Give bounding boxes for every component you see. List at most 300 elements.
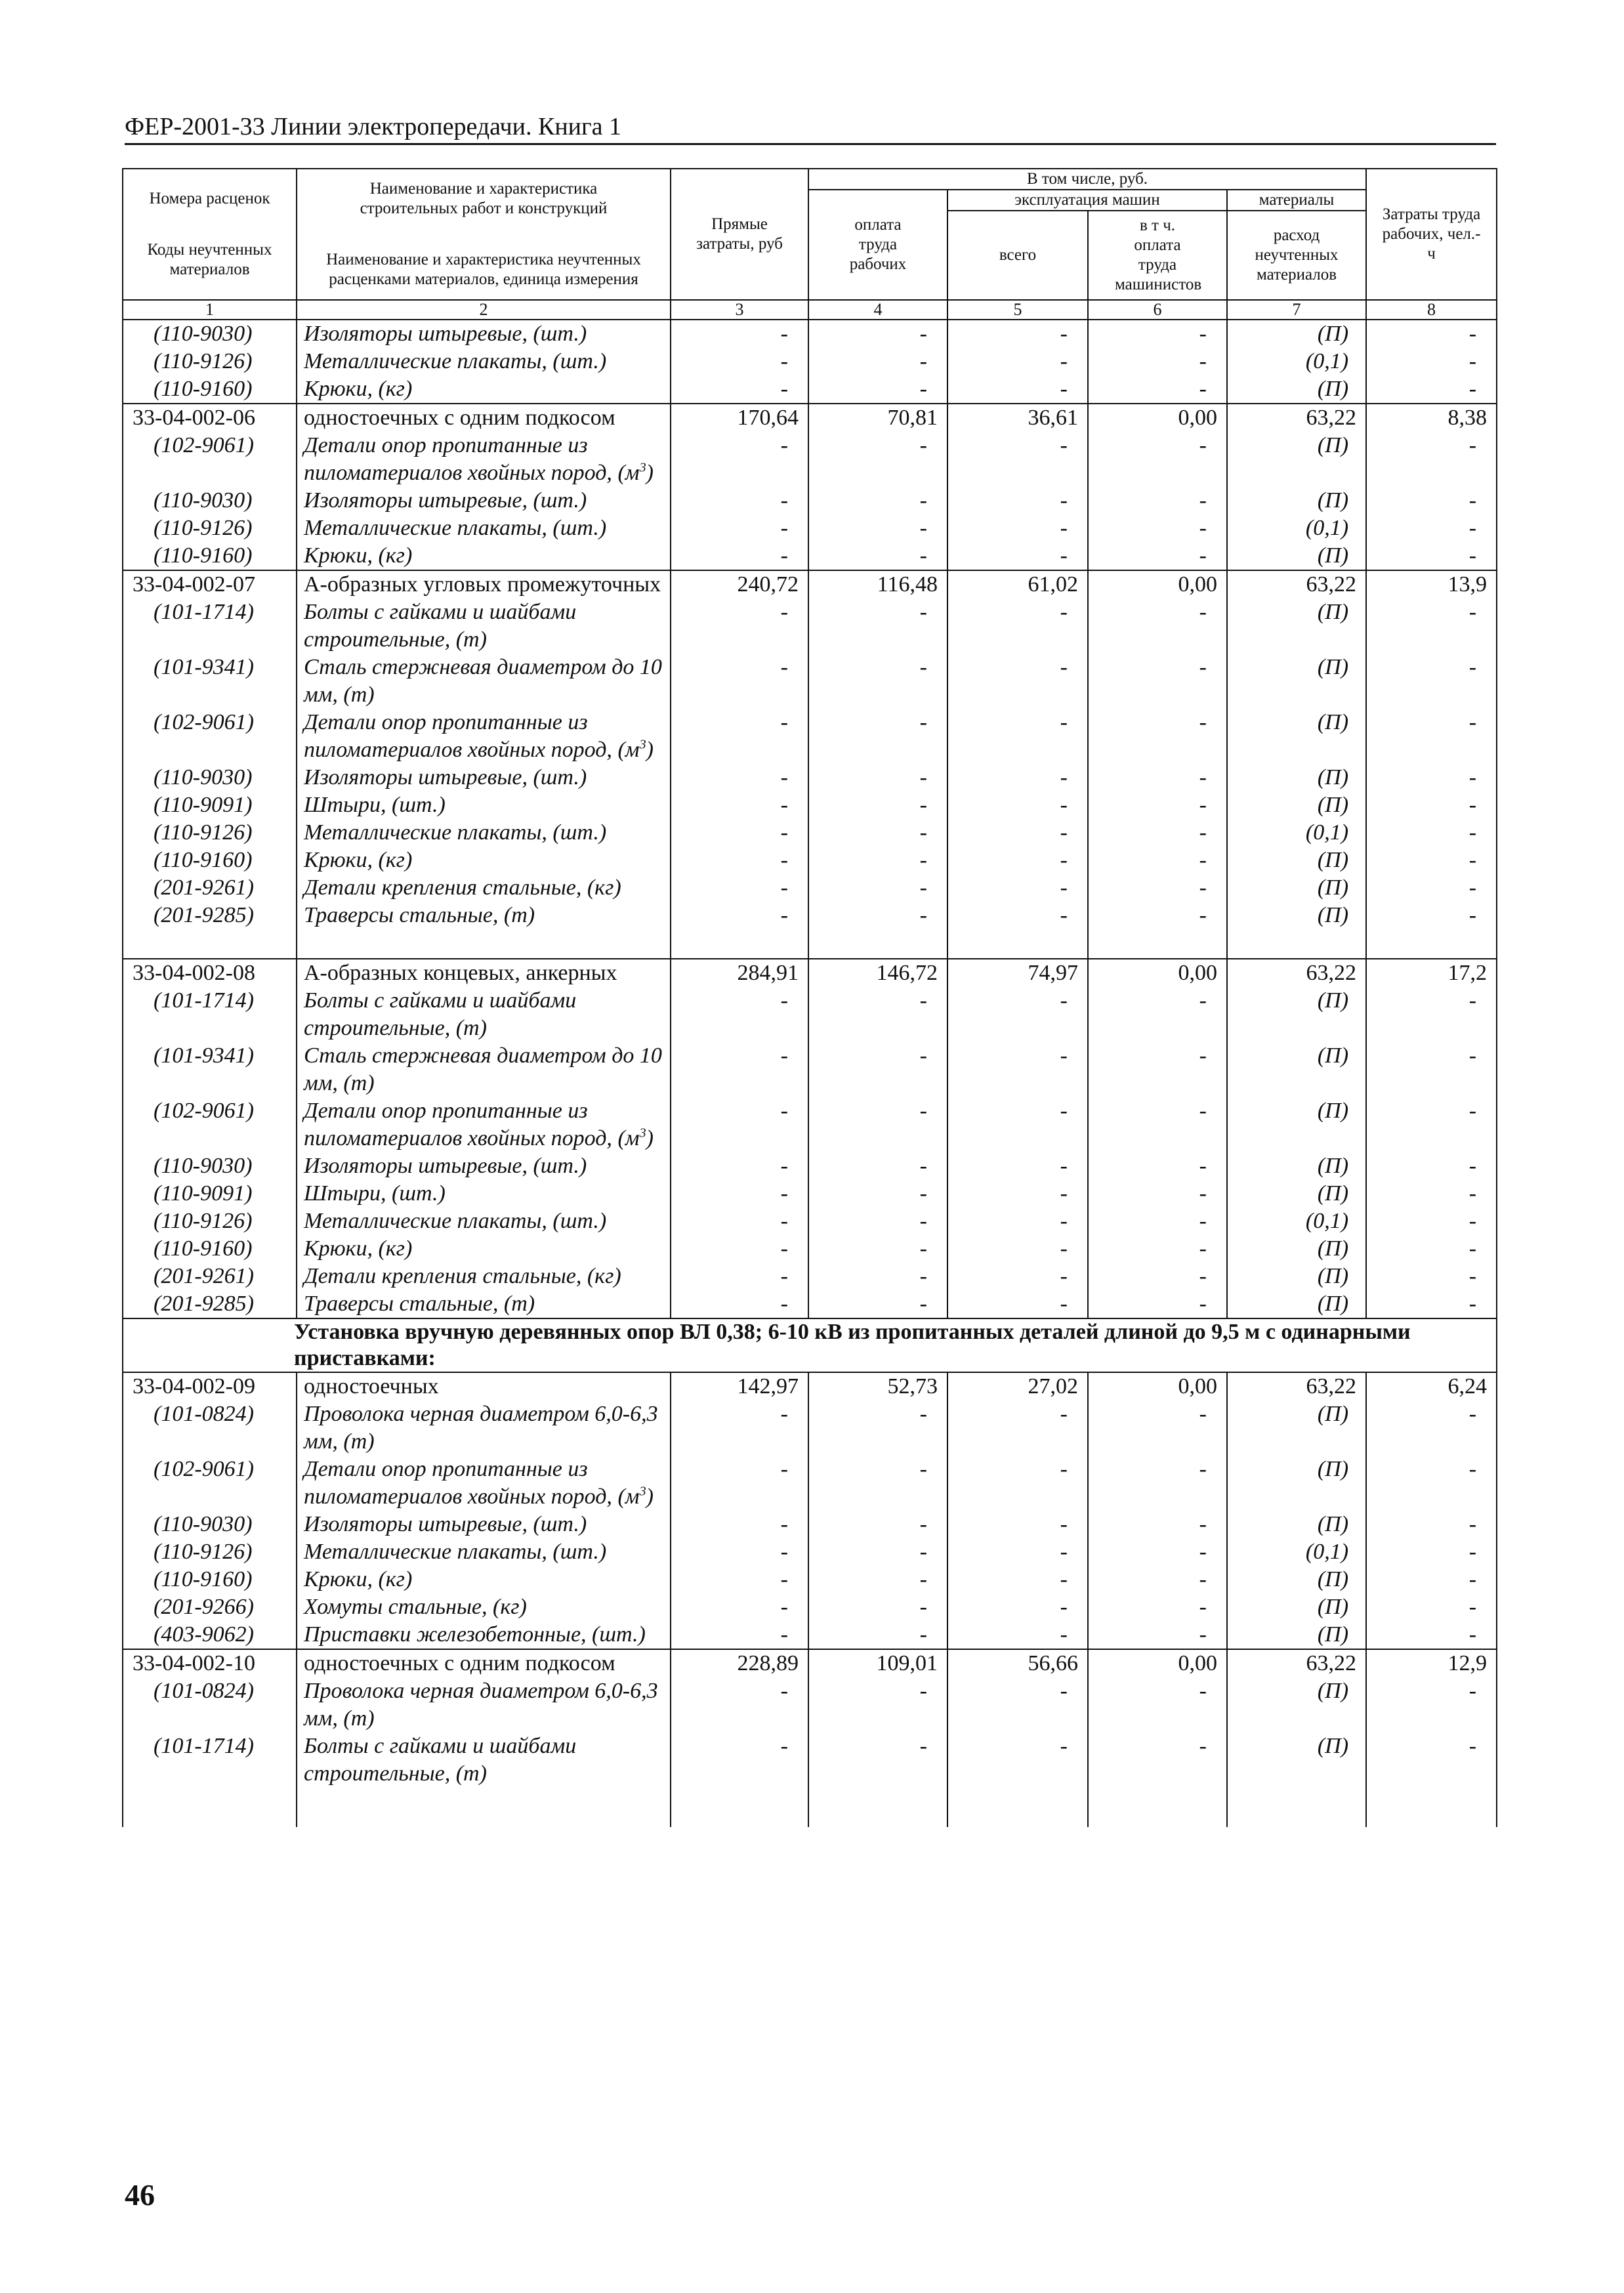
dash-cell: - xyxy=(947,1511,1088,1538)
dash-cell: - xyxy=(1366,902,1497,929)
material-code: (110-9160) xyxy=(123,847,297,874)
dash-cell: - xyxy=(1088,348,1227,375)
dash-cell: - xyxy=(1366,432,1497,487)
dash-cell: - xyxy=(1088,764,1227,791)
dash-cell: - xyxy=(1366,709,1497,764)
dash-cell: - xyxy=(808,874,947,902)
dash-cell: - xyxy=(808,819,947,847)
dash-cell: - xyxy=(1088,1152,1227,1180)
material-consumption: (0,1) xyxy=(1227,1208,1366,1235)
direct-costs: 142,97 xyxy=(671,1372,808,1400)
dash-cell: - xyxy=(947,599,1088,654)
material-name: Болты с гайками и шайбами строительные, (т) xyxy=(297,1733,671,1788)
empty-cell xyxy=(1366,929,1497,959)
dash-cell: - xyxy=(671,1152,808,1180)
material-consumption: (П) xyxy=(1227,320,1366,348)
dash-cell: - xyxy=(1366,987,1497,1042)
dash-cell: - xyxy=(1366,764,1497,791)
material-name-text: Детали опор пропитанные из пиломатериалов хвойных пород, xyxy=(304,1099,618,1150)
material-name: Крюки, (кг) xyxy=(297,375,671,404)
materials-cost: 63,22 xyxy=(1227,1372,1366,1400)
dash-cell: - xyxy=(808,1621,947,1649)
material-row xyxy=(123,375,1497,404)
dash-cell: - xyxy=(1366,1733,1497,1788)
dash-cell: - xyxy=(671,1042,808,1097)
dash-cell: - xyxy=(808,542,947,570)
dash-cell: - xyxy=(1366,320,1497,348)
material-name: Приставки железобетонные, (шт.) xyxy=(297,1621,671,1649)
col1-top-label: Номера расценок xyxy=(149,190,270,207)
direct-costs: 170,64 xyxy=(671,404,808,432)
material-code: (110-9160) xyxy=(123,542,297,570)
colnum-5: 5 xyxy=(947,300,1088,320)
dash-cell: - xyxy=(1366,1042,1497,1097)
material-code: (201-9285) xyxy=(123,1290,297,1318)
material-row xyxy=(123,1621,1497,1649)
dash-cell: - xyxy=(808,1235,947,1263)
dash-cell: - xyxy=(671,432,808,487)
material-consumption: (П) xyxy=(1227,791,1366,819)
work-name: одностоечных с одним подкосом xyxy=(297,1649,671,1677)
col6-header: в т ч. оплата труда машинистов xyxy=(1088,211,1227,300)
col7-header: расход неучтенных материалов xyxy=(1227,211,1366,300)
dash-cell: - xyxy=(1366,1290,1497,1318)
material-name: Проволока черная диаметром 6,0-6,3 мм, (т) xyxy=(297,1677,671,1733)
empty-cell xyxy=(297,1788,671,1827)
dash-cell: - xyxy=(947,1566,1088,1593)
rate-row xyxy=(123,1372,1497,1400)
material-name: Хомуты стальные, (кг) xyxy=(297,1593,671,1621)
material-row xyxy=(123,1208,1497,1235)
dash-cell: - xyxy=(671,1235,808,1263)
work-name: одностоечных с одним подкосом xyxy=(297,404,671,432)
dash-cell: - xyxy=(671,874,808,902)
machines-total: 27,02 xyxy=(947,1372,1088,1400)
dash-cell: - xyxy=(808,1511,947,1538)
dash-cell: - xyxy=(947,1180,1088,1208)
dash-cell: - xyxy=(671,1566,808,1593)
material-consumption: (П) xyxy=(1227,987,1366,1042)
material-name xyxy=(297,432,671,487)
dash-cell: - xyxy=(947,348,1088,375)
dash-cell: - xyxy=(808,847,947,874)
empty-cell xyxy=(297,929,671,959)
dash-cell: - xyxy=(1088,1097,1227,1152)
empty-cell xyxy=(671,1788,808,1827)
material-consumption: (П) xyxy=(1227,1400,1366,1456)
material-name: Металлические плакаты, (шт.) xyxy=(297,1538,671,1566)
material-name: Металлические плакаты, (шт.) xyxy=(297,348,671,375)
dash-cell: - xyxy=(1088,791,1227,819)
dash-cell: - xyxy=(947,874,1088,902)
material-code: (102-9061) xyxy=(123,1097,297,1152)
material-row xyxy=(123,791,1497,819)
dash-cell: - xyxy=(1088,1290,1227,1318)
material-name-text: Детали опор пропитанные из пиломатериалов хвойных пород, xyxy=(304,710,618,762)
materials-cost: 63,22 xyxy=(1227,404,1366,432)
rate-row xyxy=(123,959,1497,987)
dash-cell: - xyxy=(1088,1400,1227,1456)
dash-cell: - xyxy=(1088,1677,1227,1733)
colnum-3: 3 xyxy=(671,300,808,320)
dash-cell: - xyxy=(1088,874,1227,902)
material-consumption: (П) xyxy=(1227,847,1366,874)
dash-cell: - xyxy=(671,1456,808,1511)
empty-cell xyxy=(1366,1788,1497,1827)
material-name: Детали крепления стальные, (кг) xyxy=(297,1263,671,1290)
material-code: (101-1714) xyxy=(123,987,297,1042)
rate-code: 33-04-002-06 xyxy=(123,404,297,432)
labor-wages: 116,48 xyxy=(808,570,947,599)
material-consumption: (П) xyxy=(1227,1290,1366,1318)
colnum-2: 2 xyxy=(297,300,671,320)
material-code: (110-9030) xyxy=(123,1511,297,1538)
machinists-wages: 0,00 xyxy=(1088,1372,1227,1400)
dash-cell: - xyxy=(1088,487,1227,515)
dash-cell: - xyxy=(947,1290,1088,1318)
dash-cell: - xyxy=(1366,487,1497,515)
material-name: Изоляторы штыревые, (шт.) xyxy=(297,1511,671,1538)
dash-cell: - xyxy=(947,1400,1088,1456)
material-consumption: (0,1) xyxy=(1227,348,1366,375)
material-code: (110-9160) xyxy=(123,375,297,404)
material-consumption: (П) xyxy=(1227,1152,1366,1180)
column-numbers-row xyxy=(123,300,1497,320)
material-consumption: (П) xyxy=(1227,375,1366,404)
dash-cell: - xyxy=(671,320,808,348)
dash-cell: - xyxy=(1088,1593,1227,1621)
material-row xyxy=(123,542,1497,570)
dash-cell: - xyxy=(1088,375,1227,404)
col2-top-label: Наименование и характеристика строительных работ и конструкций xyxy=(360,180,608,217)
material-name: Изоляторы штыревые, (шт.) xyxy=(297,1152,671,1180)
dash-cell: - xyxy=(671,487,808,515)
unit-cubic-meter: $(м^3)$ xyxy=(617,1484,654,1509)
machinists-wages: 0,00 xyxy=(1088,1649,1227,1677)
dash-cell: - xyxy=(1088,1042,1227,1097)
labor-wages: 109,01 xyxy=(808,1649,947,1677)
dash-cell: - xyxy=(808,487,947,515)
material-code: (110-9030) xyxy=(123,1152,297,1180)
dash-cell: - xyxy=(1088,1538,1227,1566)
dash-cell: - xyxy=(1366,1235,1497,1263)
rates-table xyxy=(122,168,1497,1827)
material-code: (101-1714) xyxy=(123,599,297,654)
labor-wages: 146,72 xyxy=(808,959,947,987)
dash-cell: - xyxy=(671,1733,808,1788)
material-name: Болты с гайками и шайбами строительные, (т) xyxy=(297,599,671,654)
material-consumption: (0,1) xyxy=(1227,515,1366,542)
dash-cell: - xyxy=(947,1677,1088,1733)
unit-cubic-meter: $(м^3)$ xyxy=(617,1125,654,1150)
material-consumption: (П) xyxy=(1227,1456,1366,1511)
material-consumption: (П) xyxy=(1227,599,1366,654)
material-name: Болты с гайками и шайбами строительные, (т) xyxy=(297,987,671,1042)
dash-cell: - xyxy=(1366,847,1497,874)
dash-cell: - xyxy=(1366,1593,1497,1621)
material-consumption: (П) xyxy=(1227,1263,1366,1290)
dash-cell: - xyxy=(808,1677,947,1733)
dash-cell: - xyxy=(1366,1456,1497,1511)
col4-header: оплата труда рабочих xyxy=(808,190,947,300)
material-row xyxy=(123,1400,1497,1456)
dash-cell: - xyxy=(671,654,808,709)
dash-cell: - xyxy=(1088,599,1227,654)
rate-code: 33-04-002-10 xyxy=(123,1649,297,1677)
dash-cell: - xyxy=(808,1456,947,1511)
dash-cell: - xyxy=(808,709,947,764)
col3-header: Прямые затраты, руб xyxy=(671,169,808,300)
material-row xyxy=(123,1566,1497,1593)
material-name: Сталь стержневая диаметром до 10 мм, (т) xyxy=(297,1042,671,1097)
material-row xyxy=(123,819,1497,847)
colnum-8: 8 xyxy=(1366,300,1497,320)
unit-cubic-meter: $(м^3)$ xyxy=(617,737,654,762)
material-name: Детали крепления стальные, (кг) xyxy=(297,874,671,902)
material-code: (110-9126) xyxy=(123,1538,297,1566)
dash-cell: - xyxy=(947,515,1088,542)
rate-code: 33-04-002-08 xyxy=(123,959,297,987)
dash-cell: - xyxy=(808,791,947,819)
dash-cell: - xyxy=(1088,320,1227,348)
labor-hours: 17,2 xyxy=(1366,959,1497,987)
dash-cell: - xyxy=(671,819,808,847)
dash-cell: - xyxy=(947,542,1088,570)
material-consumption: (П) xyxy=(1227,1566,1366,1593)
material-row xyxy=(123,432,1497,487)
labor-hours: 13,9 xyxy=(1366,570,1497,599)
col2-header xyxy=(297,169,671,300)
material-name: Крюки, (кг) xyxy=(297,1235,671,1263)
material-row xyxy=(123,1152,1497,1180)
dash-cell: - xyxy=(947,1263,1088,1290)
dash-cell: - xyxy=(1088,987,1227,1042)
colnum-6: 6 xyxy=(1088,300,1227,320)
dash-cell: - xyxy=(1088,1208,1227,1235)
dash-cell: - xyxy=(808,764,947,791)
material-name: Металлические плакаты, (шт.) xyxy=(297,1208,671,1235)
direct-costs: 284,91 xyxy=(671,959,808,987)
material-name-text: Детали опор пропитанные из пиломатериалов хвойных пород, xyxy=(304,1457,618,1509)
dash-cell: - xyxy=(1088,542,1227,570)
material-name: Крюки, (кг) xyxy=(297,542,671,570)
material-row xyxy=(123,1180,1497,1208)
material-consumption: (0,1) xyxy=(1227,1538,1366,1566)
machinists-wages: 0,00 xyxy=(1088,404,1227,432)
dash-cell: - xyxy=(947,1593,1088,1621)
material-code: (101-0824) xyxy=(123,1400,297,1456)
material-code: (201-9266) xyxy=(123,1593,297,1621)
material-code: (110-9126) xyxy=(123,819,297,847)
dash-cell: - xyxy=(808,515,947,542)
dash-cell: - xyxy=(808,1733,947,1788)
dash-cell: - xyxy=(947,1538,1088,1566)
material-row xyxy=(123,1263,1497,1290)
empty-cell xyxy=(1088,1788,1227,1827)
material-consumption: (П) xyxy=(1227,432,1366,487)
machinists-wages: 0,00 xyxy=(1088,959,1227,987)
material-code: (101-1714) xyxy=(123,1733,297,1788)
material-row xyxy=(123,348,1497,375)
dash-cell: - xyxy=(808,987,947,1042)
dash-cell: - xyxy=(1088,902,1227,929)
dash-cell: - xyxy=(671,1621,808,1649)
empty-cell xyxy=(123,1788,297,1827)
machines-total: 61,02 xyxy=(947,570,1088,599)
dash-cell: - xyxy=(671,348,808,375)
material-code: (110-9030) xyxy=(123,764,297,791)
material-consumption: (П) xyxy=(1227,764,1366,791)
dash-cell: - xyxy=(1366,1538,1497,1566)
dash-cell: - xyxy=(671,1097,808,1152)
machines-total: 36,61 xyxy=(947,404,1088,432)
material-consumption: (0,1) xyxy=(1227,819,1366,847)
dash-cell: - xyxy=(808,320,947,348)
empty-cell xyxy=(808,929,947,959)
material-consumption: (П) xyxy=(1227,1097,1366,1152)
material-row xyxy=(123,654,1497,709)
material-row xyxy=(123,1511,1497,1538)
rate-row xyxy=(123,570,1497,599)
material-consumption: (П) xyxy=(1227,1621,1366,1649)
dash-cell: - xyxy=(1366,1677,1497,1733)
dash-cell: - xyxy=(671,1400,808,1456)
dash-cell: - xyxy=(808,599,947,654)
materials-cost: 63,22 xyxy=(1227,959,1366,987)
material-row xyxy=(123,487,1497,515)
dash-cell: - xyxy=(808,375,947,404)
material-consumption: (П) xyxy=(1227,1677,1366,1733)
material-code: (110-9030) xyxy=(123,487,297,515)
material-row xyxy=(123,515,1497,542)
labor-hours: 8,38 xyxy=(1366,404,1497,432)
labor-hours: 12,9 xyxy=(1366,1649,1497,1677)
materials-header: материалы xyxy=(1227,190,1366,211)
spacer-row xyxy=(123,1788,1497,1827)
rate-row xyxy=(123,1649,1497,1677)
colnum-1: 1 xyxy=(123,300,297,320)
table-body xyxy=(123,320,1497,1827)
material-name: Штыри, (шт.) xyxy=(297,1180,671,1208)
material-row xyxy=(123,1677,1497,1733)
dash-cell: - xyxy=(947,1733,1088,1788)
dash-cell: - xyxy=(808,902,947,929)
material-row xyxy=(123,1290,1497,1318)
dash-cell: - xyxy=(808,1097,947,1152)
material-row xyxy=(123,1235,1497,1263)
dash-cell: - xyxy=(1366,1097,1497,1152)
materials-cost: 63,22 xyxy=(1227,1649,1366,1677)
dash-cell: - xyxy=(1088,1235,1227,1263)
material-consumption: (П) xyxy=(1227,1733,1366,1788)
material-code: (110-9126) xyxy=(123,1208,297,1235)
materials-cost: 63,22 xyxy=(1227,570,1366,599)
dash-cell: - xyxy=(671,987,808,1042)
material-row xyxy=(123,709,1497,764)
material-code: (201-9261) xyxy=(123,1263,297,1290)
material-consumption: (П) xyxy=(1227,542,1366,570)
dash-cell: - xyxy=(1366,599,1497,654)
material-name: Крюки, (кг) xyxy=(297,1566,671,1593)
material-name: Крюки, (кг) xyxy=(297,847,671,874)
dash-cell: - xyxy=(947,432,1088,487)
dash-cell: - xyxy=(808,1042,947,1097)
material-code: (101-9341) xyxy=(123,1042,297,1097)
dash-cell: - xyxy=(1366,375,1497,404)
dash-cell: - xyxy=(1366,874,1497,902)
material-consumption: (П) xyxy=(1227,654,1366,709)
colnum-4: 4 xyxy=(808,300,947,320)
section-heading: Установка вручную деревянных опор ВЛ 0,38; 6-10 кВ из пропитанных деталей длиной до 9,5 м с одинарными приставками: xyxy=(123,1318,1497,1372)
dash-cell: - xyxy=(947,1152,1088,1180)
material-name: Изоляторы штыревые, (шт.) xyxy=(297,320,671,348)
rates-table-wrap xyxy=(122,168,1496,1827)
empty-cell xyxy=(808,1788,947,1827)
dash-cell: - xyxy=(671,1180,808,1208)
material-code: (110-9091) xyxy=(123,1180,297,1208)
dash-cell: - xyxy=(947,1456,1088,1511)
dash-cell: - xyxy=(808,1593,947,1621)
dash-cell: - xyxy=(1366,1511,1497,1538)
material-name xyxy=(297,1456,671,1511)
col2-bottom-label: Наименование и характеристика неучтенных расценками материалов, единица измерения xyxy=(326,251,641,288)
work-name: одностоечных xyxy=(297,1372,671,1400)
dash-cell: - xyxy=(671,1511,808,1538)
col1-header xyxy=(123,169,297,300)
dash-cell: - xyxy=(671,1677,808,1733)
unit-cubic-meter: $(м^3)$ xyxy=(617,460,654,485)
material-consumption: (П) xyxy=(1227,1235,1366,1263)
dash-cell: - xyxy=(947,1042,1088,1097)
dash-cell: - xyxy=(1088,1511,1227,1538)
rate-code: 33-04-002-07 xyxy=(123,570,297,599)
dash-cell: - xyxy=(1366,1400,1497,1456)
material-code: (201-9261) xyxy=(123,874,297,902)
spacer-row xyxy=(123,929,1497,959)
dash-cell: - xyxy=(808,1566,947,1593)
material-code: (403-9062) xyxy=(123,1621,297,1649)
dash-cell: - xyxy=(671,1290,808,1318)
material-code: (110-9091) xyxy=(123,791,297,819)
empty-cell xyxy=(947,929,1088,959)
col8-header: Затраты труда рабочих, чел.-ч xyxy=(1366,169,1497,300)
dash-cell: - xyxy=(671,1538,808,1566)
machinists-wages: 0,00 xyxy=(1088,570,1227,599)
material-code: (110-9126) xyxy=(123,348,297,375)
dash-cell: - xyxy=(808,1290,947,1318)
dash-cell: - xyxy=(947,791,1088,819)
material-consumption: (П) xyxy=(1227,1593,1366,1621)
dash-cell: - xyxy=(947,654,1088,709)
dash-cell: - xyxy=(1088,709,1227,764)
dash-cell: - xyxy=(1366,1180,1497,1208)
rate-code: 33-04-002-09 xyxy=(123,1372,297,1400)
material-name xyxy=(297,709,671,764)
dash-cell: - xyxy=(1366,515,1497,542)
colnum-7: 7 xyxy=(1227,300,1366,320)
dash-cell: - xyxy=(808,432,947,487)
material-name: Сталь стержневая диаметром до 10 мм, (т) xyxy=(297,654,671,709)
material-consumption: (П) xyxy=(1227,487,1366,515)
dash-cell: - xyxy=(671,599,808,654)
dash-cell: - xyxy=(1366,654,1497,709)
dash-cell: - xyxy=(947,764,1088,791)
dash-cell: - xyxy=(671,375,808,404)
material-name: Изоляторы штыревые, (шт.) xyxy=(297,487,671,515)
material-row xyxy=(123,1042,1497,1097)
empty-cell xyxy=(1088,929,1227,959)
dash-cell: - xyxy=(947,1097,1088,1152)
